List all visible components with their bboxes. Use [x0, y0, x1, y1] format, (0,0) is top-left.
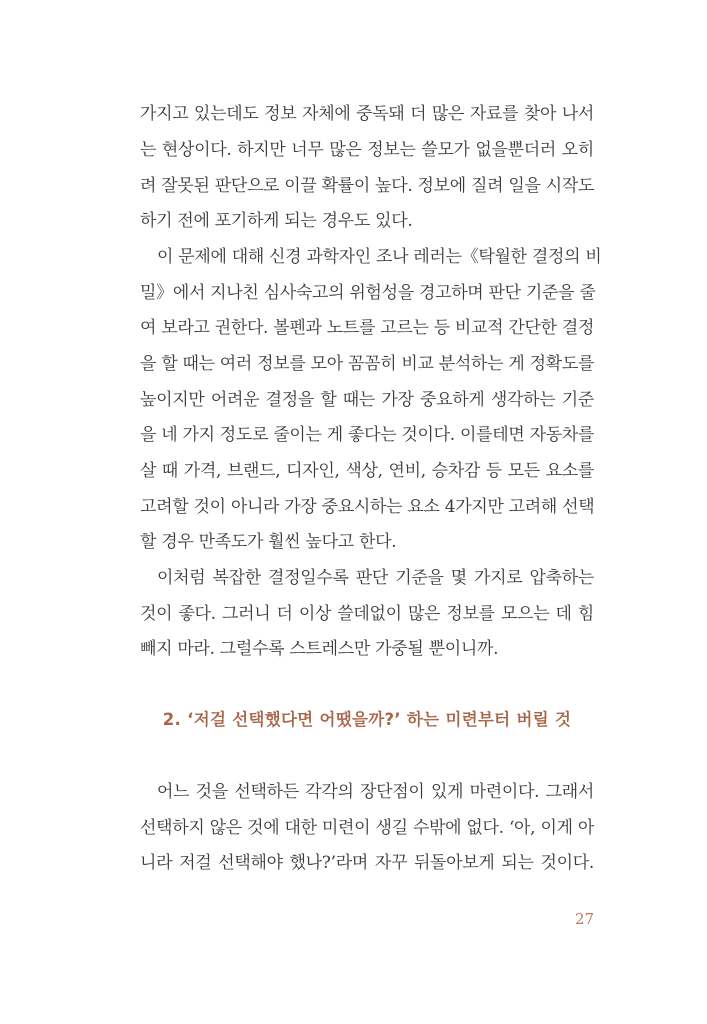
- text-line: 선택하지 않은 것에 대한 미련이 생길 수밖에 없다. ‘아, 이게 아: [140, 818, 594, 838]
- text-line: 려 잘못된 판단으로 이끌 확률이 높다. 정보에 질려 일을 시작도: [140, 176, 595, 196]
- text-line: 는 현상이다. 하지만 너무 많은 정보는 쓸모가 없을뿐더러 오히: [140, 140, 594, 160]
- text-line: 을 할 때는 여러 정보를 모아 꼼꼼히 비교 분석하는 게 정확도를: [140, 354, 595, 374]
- text-line: 높이지만 어려운 결정을 할 때는 가장 중요하게 생각하는 기준: [140, 390, 594, 410]
- page-number: 27: [575, 910, 595, 928]
- text-line: 살 때 가격, 브랜드, 디자인, 색상, 연비, 승차감 등 모든 요소를: [140, 461, 594, 481]
- text-line: 여 보라고 권한다. 볼펜과 노트를 고르는 등 비교적 간단한 결정: [140, 318, 595, 338]
- text-line: 할 경우 만족도가 훨씬 높다고 한다.: [140, 532, 397, 552]
- text-line: 밀》에서 지나친 심사숙고의 위험성을 경고하며 판단 기준을 줄: [140, 283, 596, 303]
- text-line: 고려할 것이 아니라 가장 중요시하는 요소 4가지만 고려해 선택: [140, 497, 595, 517]
- text-line: 가지고 있는데도 정보 자체에 중독돼 더 많은 자료를 찾아 나서: [140, 104, 594, 124]
- section-heading: 2. ‘저걸 선택했다면 어땠을까?’ 하는 미련부터 버릴 것: [162, 710, 572, 729]
- text-line: 을 네 가지 정도로 줄이는 게 좋다는 것이다. 이를테면 자동차를: [140, 425, 595, 445]
- text-line: 것이 좋다. 그러니 더 이상 쓸데없이 많은 정보를 모으는 데 힘: [140, 604, 594, 624]
- text-line: 어느 것을 선택하든 각각의 장단점이 있게 마련이다. 그래서: [157, 782, 594, 802]
- text-line: 하기 전에 포기하게 되는 경우도 있다.: [140, 211, 413, 231]
- text-line: 니라 저걸 선택해야 했나?’라며 자꾸 뒤돌아보게 되는 것이다.: [140, 853, 594, 873]
- text-line: 빼지 마라. 그럴수록 스트레스만 가중될 뿐이니까.: [140, 639, 499, 659]
- text-line: 이처럼 복잡한 결정일수록 판단 기준을 몇 가지로 압축하는: [157, 568, 594, 588]
- text-line: 이 문제에 대해 신경 과학자인 조나 레러는《탁월한 결정의 비: [157, 247, 602, 267]
